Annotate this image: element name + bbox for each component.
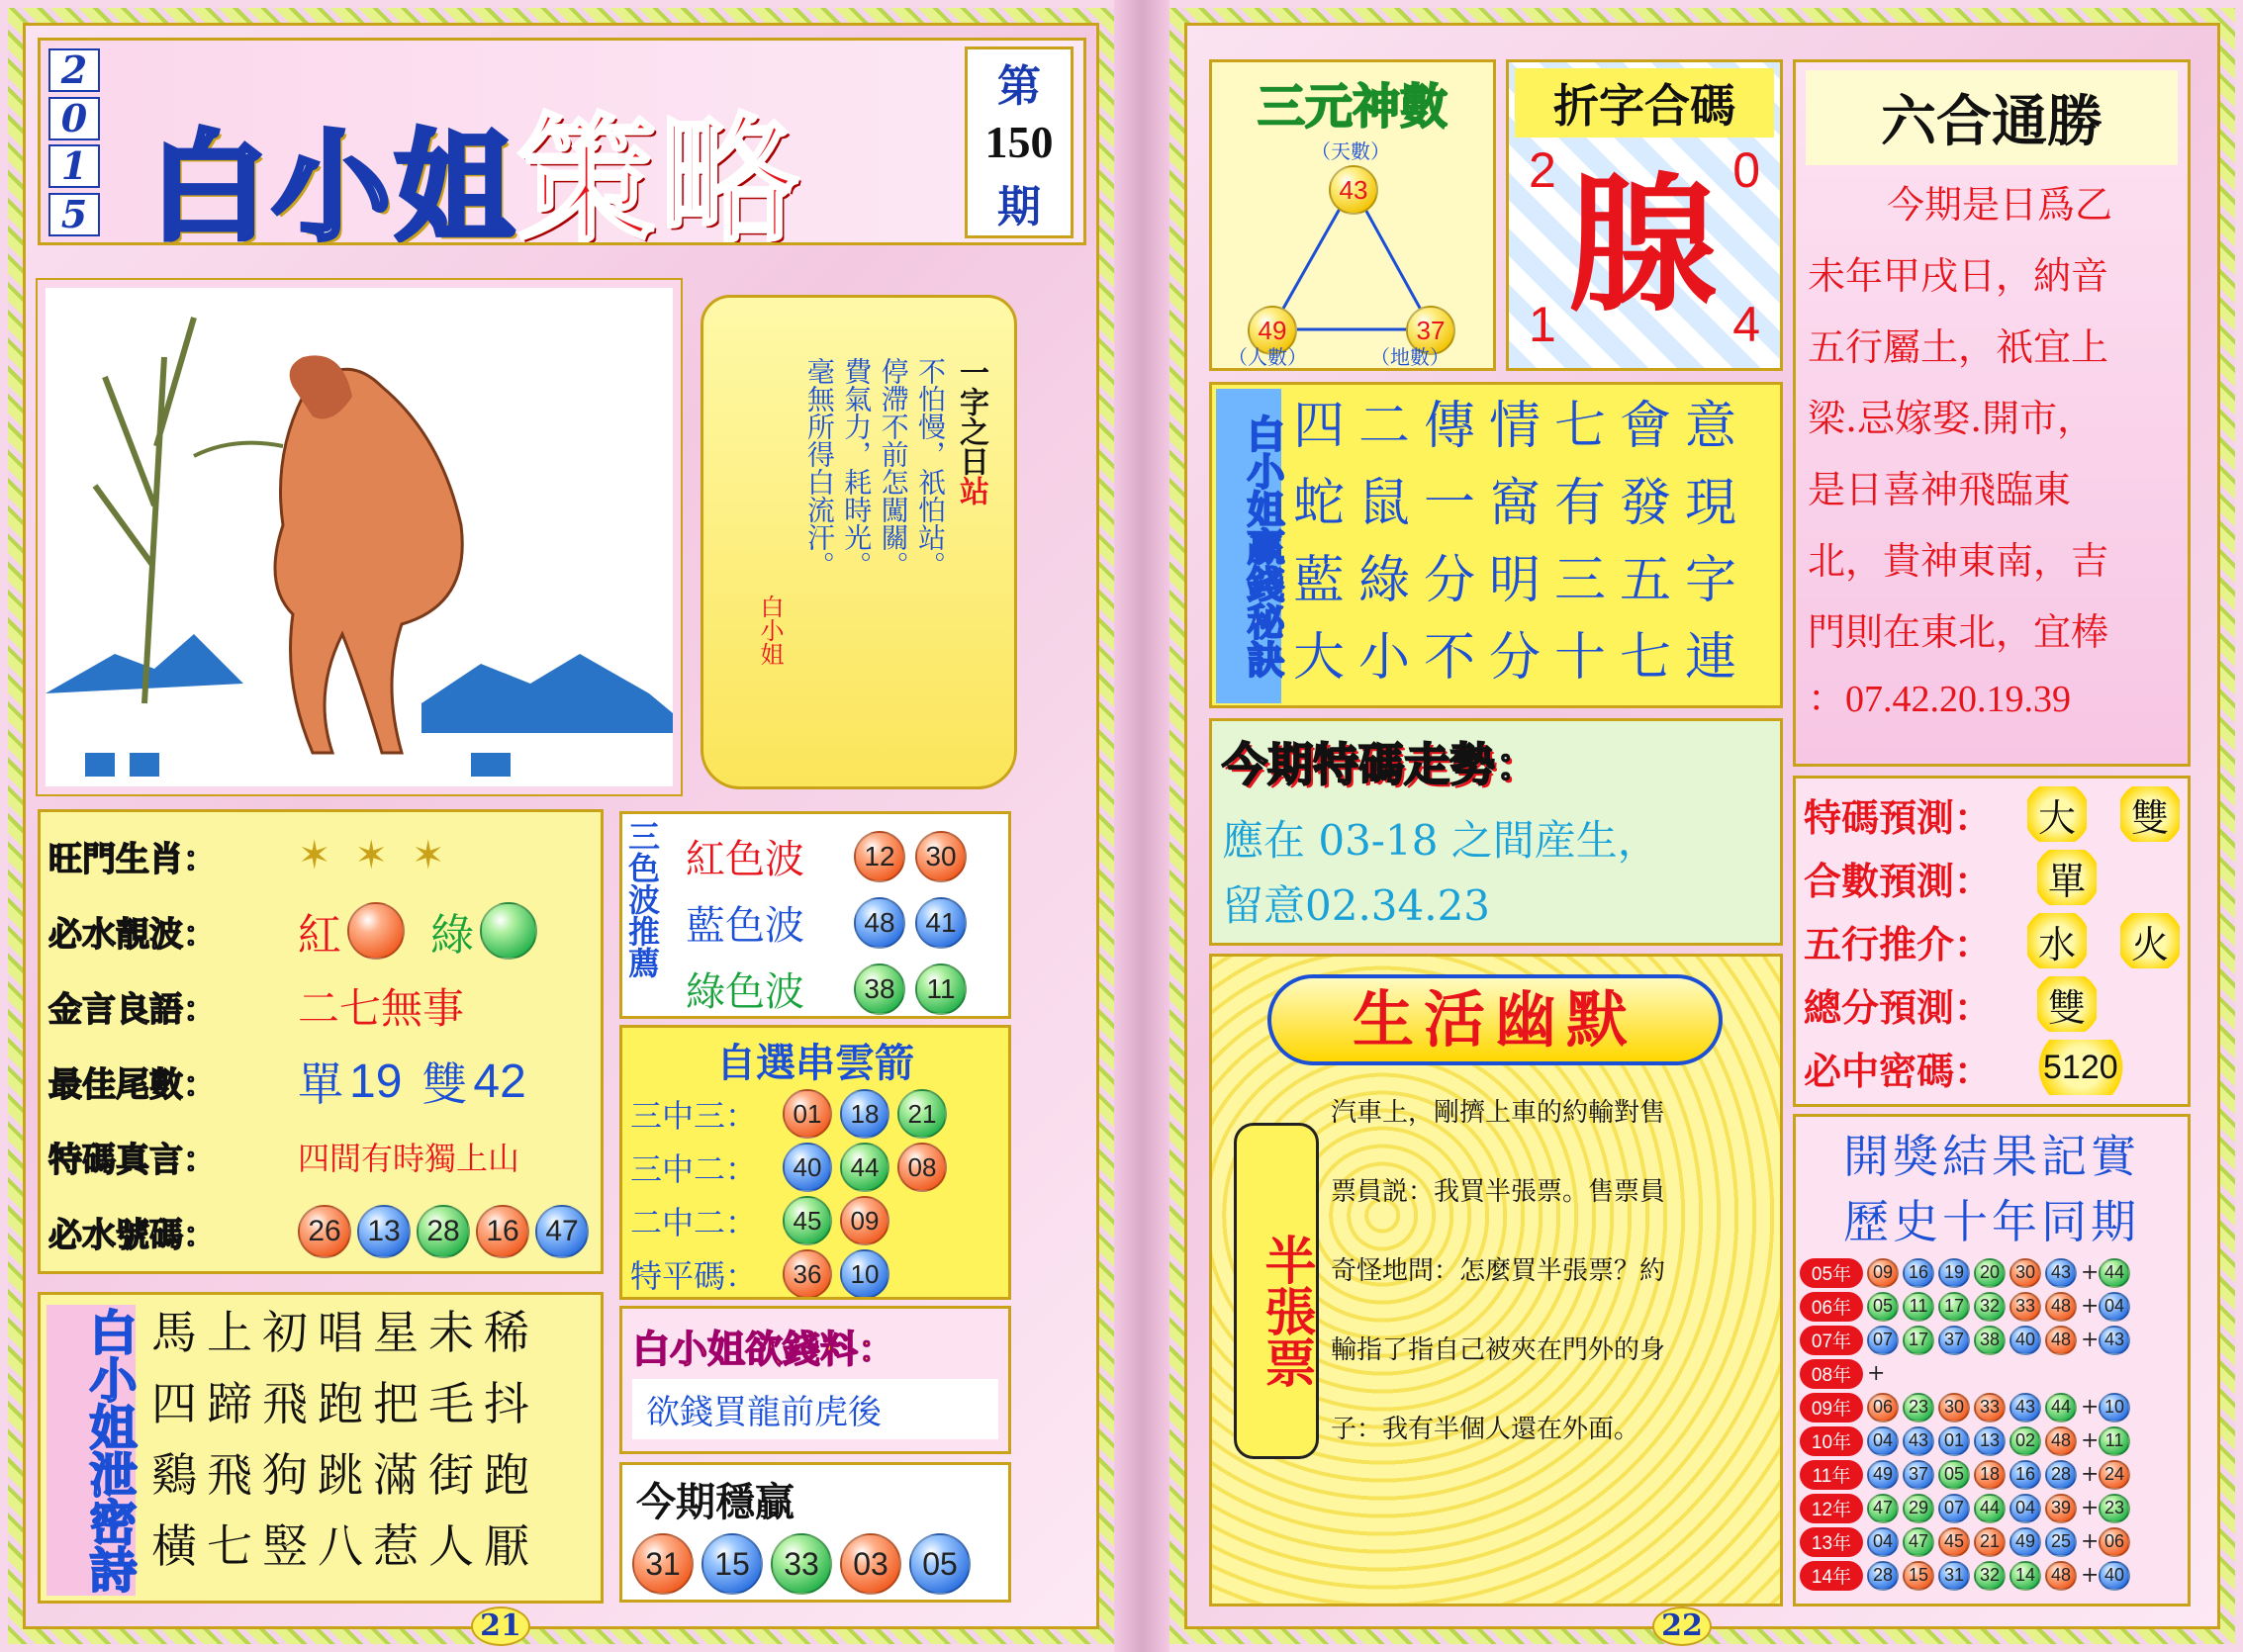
history-ball: 17 — [1903, 1326, 1934, 1355]
history-ball: 25 — [2045, 1527, 2077, 1557]
number-ball: 41 — [915, 897, 967, 949]
number-ball: 05 — [909, 1533, 971, 1595]
liuhe-title: 六合通勝 — [1806, 70, 2178, 165]
secret-line: 蛇鼠一窩有發現 — [1293, 474, 1751, 533]
history-row — [1800, 1291, 2184, 1322]
predict-label: 必中密碼： — [1804, 1048, 1993, 1093]
wave-name: 紅色波 — [686, 837, 804, 882]
history-ball: 14 — [2009, 1561, 2041, 1591]
combo-row — [630, 1197, 1000, 1244]
tail-single: 單 — [298, 1057, 343, 1111]
info-label: 旺門生肖： — [48, 839, 217, 879]
history-ball: 32 — [1974, 1561, 2006, 1591]
history-ball: 44 — [1974, 1494, 2006, 1523]
year-digit: 2 — [48, 48, 100, 92]
humor-panel — [1209, 954, 1783, 1606]
info-label: 必水靚波： — [48, 914, 217, 955]
combo-row — [630, 1090, 1000, 1138]
history-ball: 43 — [2045, 1258, 2077, 1288]
history-ball: 49 — [2009, 1527, 2041, 1557]
history-ball: 40 — [2009, 1326, 2041, 1355]
history-ball: 39 — [2045, 1494, 2077, 1523]
history-ball: 04 — [1867, 1527, 1899, 1557]
stable-numbers — [622, 1533, 1008, 1595]
history-ball: 05 — [1938, 1460, 1970, 1490]
history-ball: 21 — [1974, 1527, 2006, 1557]
history-row — [1800, 1493, 2184, 1523]
horse-picture — [46, 288, 673, 786]
history-row — [1800, 1392, 2184, 1423]
history-year: 10年 — [1800, 1426, 1863, 1456]
humor-line: 子：我有半個人還在外面。 — [1331, 1415, 1640, 1444]
history-ball: 01 — [1938, 1426, 1970, 1456]
issue-box — [965, 46, 1074, 238]
title-white: 白小姐 — [149, 118, 517, 245]
sanyuan-right: 37 — [1406, 306, 1455, 355]
history-ball: 44 — [2045, 1393, 2077, 1423]
history-ball: 02 — [2009, 1426, 2041, 1456]
info-rows — [41, 812, 601, 1274]
history-title-2: 歷史十年同期 — [1843, 1195, 2140, 1248]
history-row — [1800, 1358, 2184, 1389]
number-ball: 09 — [840, 1196, 889, 1245]
number-ball: 26 — [298, 1205, 351, 1258]
predict-label: 特碼預測： — [1804, 794, 1993, 840]
wave-side-label: 三色波推薦 — [623, 820, 661, 978]
humor-line: 票員説：我買半張票。售票員 — [1331, 1177, 1666, 1207]
history-ball: 23 — [1903, 1393, 1934, 1423]
number-ball: 44 — [840, 1143, 889, 1192]
scroll-sign: 白小姐 — [756, 595, 784, 666]
plus-sign: + — [2081, 1563, 2100, 1588]
history-row — [1800, 1459, 2184, 1490]
info-row — [48, 820, 593, 891]
predict-value: 5120 — [2037, 1040, 2124, 1095]
predict-row — [1804, 974, 2180, 1034]
wave-row — [686, 894, 967, 951]
predict-panel — [1793, 776, 2191, 1107]
humor-side-label: 半張票 — [1234, 1123, 1319, 1459]
right-page — [1169, 8, 2235, 1644]
combo-label: 三中三： — [630, 1097, 758, 1135]
poem-lines — [151, 1307, 539, 1572]
secret-side-label: 白小姐贏錢秘訣 — [1216, 389, 1281, 703]
info-row — [48, 970, 593, 1042]
scroll-heading-red: 站 — [954, 476, 988, 505]
sanyuan-di: （地數） — [1370, 345, 1449, 369]
plus-sign: + — [2081, 1428, 2100, 1453]
scroll-column: 不怕慢，祇怕站。 — [914, 357, 947, 579]
number-ball: 16 — [476, 1205, 529, 1258]
number-ball: 31 — [632, 1533, 694, 1595]
number-ball: 01 — [783, 1089, 832, 1139]
green-ball-icon — [480, 902, 537, 960]
history-year: 07年 — [1800, 1326, 1863, 1355]
combo-row — [630, 1250, 1000, 1298]
history-ball: 49 — [1867, 1460, 1899, 1490]
combo-title: 自選串雲箭 — [716, 1040, 914, 1086]
history-ball: 13 — [1974, 1426, 2006, 1456]
history-ball: 09 — [1867, 1258, 1899, 1288]
scroll-poem — [701, 295, 1017, 789]
history-ball: 48 — [2045, 1561, 2077, 1591]
predict-value: 雙 — [2037, 976, 2097, 1032]
predict-value: 大 — [2027, 786, 2087, 842]
left-page — [8, 8, 1114, 1644]
wave-red-text: 紅 — [298, 910, 341, 961]
history-ball: 18 — [1974, 1460, 2006, 1490]
liuhe-line: 未年甲戌日，納音 — [1808, 254, 2109, 298]
history-year: 05年 — [1800, 1258, 1863, 1288]
history-ball: 07 — [1938, 1494, 1970, 1523]
history-special-ball: 04 — [2099, 1292, 2130, 1322]
sanyuan-title: 三元神數 — [1257, 79, 1448, 135]
history-ball: 30 — [1938, 1393, 1970, 1423]
predict-value: 雙 — [2120, 786, 2180, 842]
scroll-columns — [804, 357, 945, 579]
history-special-ball: 06 — [2099, 1527, 2130, 1557]
predict-row — [1804, 1038, 2180, 1097]
history-ball: 43 — [2009, 1393, 2041, 1423]
humor-lines — [1331, 1095, 1776, 1447]
page-number-right: 22 — [1652, 1606, 1712, 1646]
trend-line-2: 留意02.34.23 — [1222, 881, 1491, 930]
number-ball: 38 — [854, 964, 905, 1015]
history-ball: 37 — [1938, 1326, 1970, 1355]
history-special-ball: 44 — [2099, 1258, 2130, 1288]
history-ball: 43 — [1903, 1426, 1934, 1456]
poem-line: 馬上初唱星未稀 — [151, 1306, 539, 1359]
history-special-ball: 10 — [2099, 1393, 2130, 1423]
info-value: 二七無事 — [298, 984, 465, 1033]
number-ball: 11 — [915, 964, 967, 1015]
poem-line: 橫七竪八惹人厭 — [151, 1519, 539, 1573]
sanyuan-left: 49 — [1248, 306, 1297, 355]
poem-side-label: 白小姐泄密詩 — [47, 1305, 136, 1596]
history-ball: 30 — [2009, 1258, 2041, 1288]
secret-line: 四二傳情七會意 — [1293, 397, 1751, 456]
poem-line: 鷄飛狗跳滿街跑 — [151, 1448, 539, 1502]
poem-line: 四蹄飛跑把毛抖 — [151, 1377, 539, 1430]
combo-label: 二中二： — [630, 1204, 758, 1241]
combo-label: 三中二： — [630, 1150, 758, 1188]
horse-illustration — [38, 280, 681, 794]
sanyuan-top: 43 — [1329, 165, 1378, 215]
history-ball: 20 — [1974, 1258, 2006, 1288]
stable-panel — [619, 1462, 1011, 1603]
sanyuan-tian: （天數） — [1311, 139, 1390, 163]
history-ball: 32 — [1974, 1292, 2006, 1322]
history-ball: 33 — [1974, 1393, 2006, 1423]
history-ball: 17 — [1938, 1292, 1970, 1322]
history-ball: 31 — [1938, 1561, 1970, 1591]
tail-single-num: 19 — [349, 1055, 403, 1108]
liuhe-line: 五行屬土，祇宜上 — [1808, 325, 2109, 369]
page-number-left: 21 — [471, 1606, 530, 1646]
sanyuan-ren: （人數） — [1228, 345, 1307, 369]
red-ball-icon — [347, 902, 405, 960]
year-column — [48, 48, 104, 236]
history-ball: 33 — [2009, 1292, 2041, 1322]
combo-label: 特平碼： — [630, 1257, 758, 1295]
year-digit: 1 — [48, 144, 100, 188]
history-special-ball: 40 — [2099, 1561, 2130, 1591]
history-ball: 48 — [2045, 1292, 2077, 1322]
predict-rows — [1796, 779, 2188, 1103]
number-ball: 10 — [840, 1249, 889, 1299]
secret-lines — [1293, 399, 1750, 686]
history-ball: 05 — [1867, 1292, 1899, 1322]
tail-double: 雙 — [421, 1057, 468, 1111]
history-special-ball: 23 — [2099, 1494, 2130, 1523]
number-ball: 30 — [915, 831, 967, 882]
trend-title: 今期特碼走勢： — [1222, 738, 1541, 791]
predict-row — [1804, 911, 2180, 970]
history-ball: 19 — [1938, 1258, 1970, 1288]
history-rows — [1796, 1257, 2188, 1591]
year-digit: 5 — [48, 193, 100, 236]
stable-title: 今期穩贏 — [636, 1479, 794, 1525]
wave-green-text: 綠 — [430, 910, 474, 961]
history-special-ball: 43 — [2099, 1326, 2130, 1355]
scroll-heading-text: 一字之日 — [954, 357, 988, 476]
history-row — [1800, 1425, 2184, 1456]
issue-top: 第 — [997, 61, 1041, 113]
info-label: 必水號碼： — [48, 1215, 217, 1255]
humor-title: 生活幽默 — [1267, 974, 1723, 1065]
info-row — [48, 1196, 593, 1267]
year-digit: 0 — [48, 97, 100, 140]
secret-poem — [38, 1292, 604, 1604]
history-year: 14年 — [1800, 1561, 1863, 1591]
zhezi-br: 4 — [1732, 297, 1760, 352]
header — [38, 38, 1086, 245]
number-ball: 36 — [783, 1249, 832, 1299]
combo-row — [630, 1144, 1000, 1191]
predict-label: 合數預測： — [1804, 858, 1993, 903]
plus-sign: + — [2081, 1496, 2100, 1520]
secret-line: 藍綠分明三五字 — [1293, 551, 1751, 610]
liuhe-lines — [1796, 173, 2188, 664]
predict-value: 單 — [2037, 850, 2097, 905]
tail-double-num: 42 — [473, 1055, 526, 1108]
scroll-column: 費氣力，耗時光。 — [840, 357, 874, 579]
info-row — [48, 1046, 593, 1117]
plus-sign: + — [2081, 1529, 2100, 1554]
liuhe-line: 門則在東北，宜棒 — [1808, 610, 2109, 654]
history-ball: 29 — [1903, 1494, 1934, 1523]
combo-rows — [622, 1088, 1008, 1300]
predict-label: 總分預測： — [1804, 984, 1993, 1030]
book-gutter — [1114, 0, 1169, 1652]
history-title-1: 開獎結果記實 — [1843, 1130, 2140, 1183]
wave-rows — [686, 828, 967, 1017]
plus-sign: + — [2081, 1395, 2100, 1420]
secret-line: 大小不分十七連 — [1293, 628, 1751, 688]
wave-row — [686, 961, 967, 1017]
history-ball: 38 — [1974, 1326, 2006, 1355]
plus-sign: + — [2081, 1294, 2100, 1319]
history-ball: 47 — [1867, 1494, 1899, 1523]
history-ball: 16 — [2009, 1460, 2041, 1490]
history-ball: 37 — [1903, 1460, 1934, 1490]
sanyuan-panel — [1209, 59, 1496, 371]
history-ball: 47 — [1903, 1527, 1934, 1557]
wave-name: 藍色波 — [686, 903, 804, 949]
number-ball: 48 — [854, 897, 905, 949]
history-special-ball: 24 — [2099, 1460, 2130, 1490]
combo-panel — [619, 1025, 1011, 1300]
number-ball: 33 — [771, 1533, 832, 1595]
history-ball: 07 — [1867, 1326, 1899, 1355]
predict-label: 五行推介： — [1804, 921, 1993, 966]
number-ball: 45 — [783, 1196, 832, 1245]
info-row — [48, 895, 593, 966]
predict-row — [1804, 784, 2180, 844]
money-text: 欲錢買龍前虎後 — [632, 1379, 998, 1439]
number-ball: 08 — [897, 1143, 947, 1192]
number-ball: 12 — [854, 831, 905, 882]
liuhe-line: 梁.忌嫁娶.開市， — [1808, 397, 2096, 440]
history-row — [1800, 1325, 2184, 1355]
info-row — [48, 1121, 593, 1192]
money-panel — [619, 1306, 1011, 1454]
humor-line: 輸指了指自己被夾在門外的身 — [1331, 1335, 1666, 1365]
number-ball: 47 — [535, 1205, 589, 1258]
liuhe-line: 今期是日爲乙 — [1887, 183, 2113, 227]
liuhe-line: 北，貴神東南，吉 — [1808, 539, 2109, 583]
history-special-ball: 11 — [2099, 1426, 2130, 1456]
history-ball: 11 — [1903, 1292, 1934, 1322]
money-title: 白小姐欲錢料： — [632, 1327, 896, 1371]
history-year: 12年 — [1800, 1494, 1863, 1523]
history-row — [1800, 1257, 2184, 1288]
number-ball: 03 — [840, 1533, 901, 1595]
scroll-column: 停滯不前怎闖關。 — [877, 357, 910, 579]
predict-value: 火 — [2120, 913, 2180, 968]
zhezi-title: 折字合碼 — [1515, 68, 1774, 138]
liuhe-panel — [1793, 59, 2191, 767]
number-ball: 15 — [701, 1533, 763, 1595]
history-row — [1800, 1526, 2184, 1557]
humor-line: 奇怪地問：怎麼買半張票？約 — [1331, 1256, 1666, 1286]
scroll-heading — [949, 357, 992, 505]
history-row — [1800, 1560, 2184, 1591]
history-ball: 16 — [1903, 1258, 1934, 1288]
zhezi-panel — [1506, 59, 1783, 371]
issue-number: 150 — [984, 117, 1054, 168]
number-ball: 28 — [417, 1205, 470, 1258]
history-year: 08年 — [1800, 1359, 1863, 1389]
history-ball: 15 — [1903, 1561, 1934, 1591]
info-label: 金言良語： — [48, 989, 217, 1030]
title — [149, 70, 802, 245]
scroll-column: 毫無所得白流汗。 — [802, 357, 836, 579]
humor-line: 汽車上，剛擠上車的約輸對售 — [1331, 1098, 1666, 1128]
title-red: 策略 — [517, 100, 803, 245]
number-ball: 18 — [840, 1089, 889, 1139]
zhezi-tl: 2 — [1529, 142, 1556, 198]
history-ball: 45 — [1938, 1527, 1970, 1557]
plus-sign: + — [2081, 1462, 2100, 1487]
plus-sign: + — [1867, 1361, 1886, 1386]
plus-sign: + — [2081, 1260, 2100, 1285]
history-year: 06年 — [1800, 1292, 1863, 1322]
history-year: 11年 — [1800, 1460, 1863, 1490]
zhezi-bl: 1 — [1529, 297, 1556, 352]
zhezi-tr: 0 — [1732, 142, 1760, 198]
history-panel — [1793, 1114, 2191, 1606]
history-ball: 48 — [2045, 1326, 2077, 1355]
zhezi-char: 腺 — [1568, 158, 1718, 332]
history-ball: 04 — [1867, 1426, 1899, 1456]
secret-panel — [1209, 382, 1783, 708]
wave-name: 綠色波 — [686, 969, 804, 1015]
number-ball: 21 — [897, 1089, 947, 1139]
liuhe-line: 是日喜神飛臨東 — [1808, 468, 2072, 511]
number-ball: 40 — [783, 1143, 832, 1192]
liuhe-numbers: ：07.42.20.19.39 — [1808, 679, 2072, 720]
info-label: 最佳尾數： — [48, 1064, 217, 1105]
predict-value: 水 — [2027, 913, 2087, 968]
history-year: 13年 — [1800, 1527, 1863, 1557]
info-panel — [38, 809, 604, 1274]
zodiac-animals-icon: ✶✶✶ — [298, 833, 469, 878]
info-label: 特碼真言： — [48, 1140, 217, 1180]
number-ball: 13 — [357, 1205, 411, 1258]
history-ball: 48 — [2045, 1426, 2077, 1456]
wave-panel — [619, 811, 1011, 1019]
plus-sign: + — [2081, 1328, 2100, 1352]
info-value: 四間有時獨上山 — [298, 1140, 520, 1177]
history-year: 09年 — [1800, 1393, 1863, 1423]
wave-row — [686, 828, 967, 884]
issue-bottom: 期 — [997, 181, 1041, 232]
history-ball: 06 — [1867, 1393, 1899, 1423]
trend-panel — [1209, 718, 1783, 946]
history-ball: 28 — [1867, 1561, 1899, 1591]
predict-row — [1804, 848, 2180, 907]
history-ball: 04 — [2009, 1494, 2041, 1523]
history-ball: 28 — [2045, 1460, 2077, 1490]
trend-line-1: 應在 03-18 之間産生， — [1222, 816, 1659, 865]
